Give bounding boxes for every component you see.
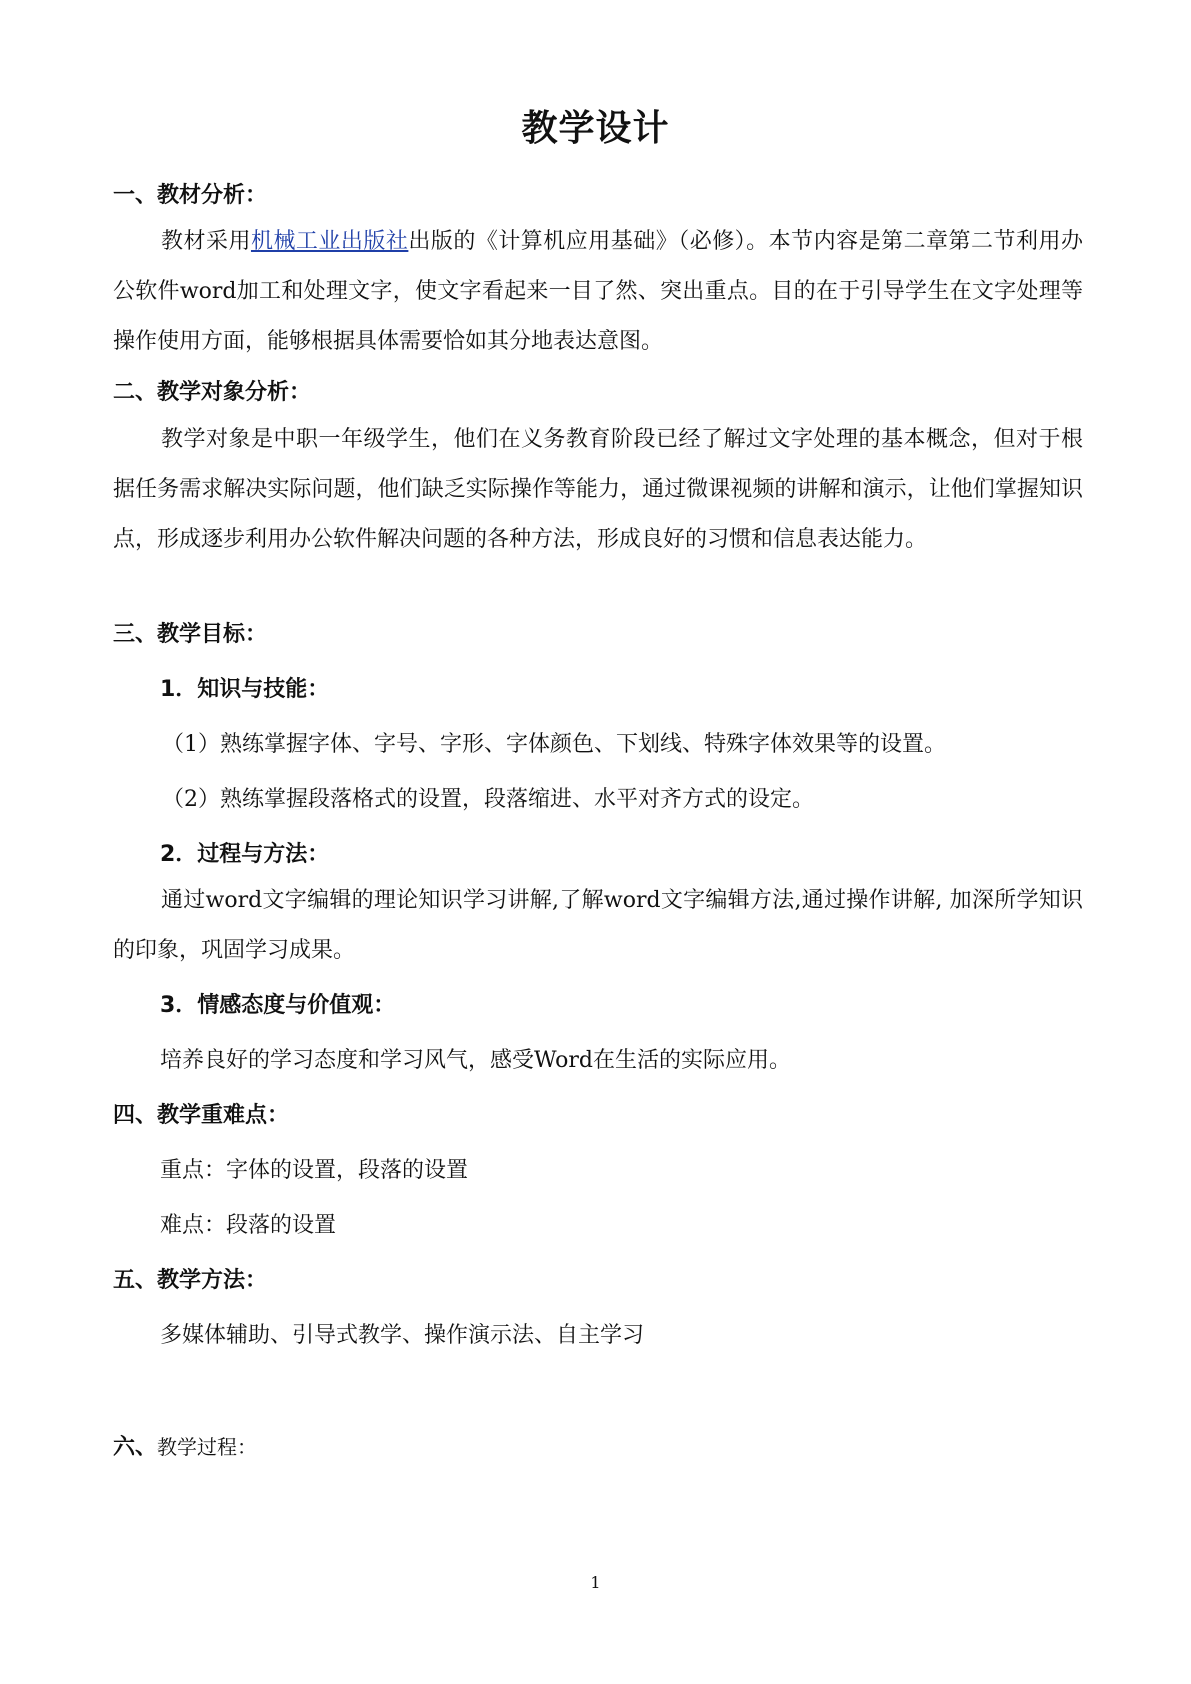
section-heading-key-difficult-points: 四、教学重难点： [113,1103,290,1128]
objective-knowledge-skills-heading: 1．知识与技能： [160,677,330,702]
learner-analysis-paragraph: 教学对象是中职一年级学生，他们在义务教育阶段已经了解过文字处理的基本概念，但对于根据任务需求解决实际问题，他们缺乏实际操作等能力，通过微课视频的讲解和演示，让他们掌握知识点，形成逐步利用办公软件解决问题的各种方法，形成良好的习惯和信息表达能力。 [113,427,1083,552]
section-heading-teaching-process [113,1430,257,1461]
teaching-methods-text: 多媒体辅助、引导式教学、操作演示法、自主学习 [160,1323,645,1348]
textbook-analysis-body: 出版的《计算机应用基础》（必修）。本节内容是第二章第二节利用办公软件word加工和处理文字，使文字看起来一目了然、突出重点。目的在于引导学生在文字处理等操作使用方面，能够根据具体需要恰如其分地表达意图。 [113,229,1083,354]
difficult-point-text: 难点：段落的设置 [160,1213,337,1238]
section-heading-textbook-analysis: 一、教材分析： [113,183,268,208]
section-heading-learner-analysis: 二、教学对象分析： [113,380,312,405]
textbook-analysis-prefix: 教材采用 [161,229,251,254]
objective-item-2: （2）熟练掌握段落格式的设置，段落缩进、水平对齐方式的设定。 [162,787,814,812]
publisher-link[interactable]: 机械工业出版社 [250,229,409,254]
page-number: 1 [590,1573,601,1592]
objective-attitude-values-heading: 3．情感态度与价值观： [160,993,396,1018]
teaching-process-number: 六、 [113,1435,158,1460]
process-method-paragraph: 通过word文字编辑的理论知识学习讲解,了解word文字编辑方法,通过操作讲解, 加深所学知识的印象，巩固学习成果。 [113,888,1083,963]
objective-process-method-heading: 2．过程与方法： [160,842,330,867]
teaching-process-label: 教学过程： [157,1435,258,1459]
objective-item-1: （1）熟练掌握字体、字号、字形、字体颜色、下划线、特殊字体效果等的设置。 [162,732,946,757]
key-point-text: 重点：字体的设置，段落的设置 [160,1158,469,1183]
section-heading-teaching-objectives: 三、教学目标： [113,622,268,647]
document-title: 教学设计 [521,108,670,149]
attitude-values-text: 培养良好的学习态度和学习风气，感受Word在生活的实际应用。 [160,1048,791,1073]
textbook-analysis-paragraph [113,217,1083,367]
section-heading-teaching-methods: 五、教学方法： [113,1268,268,1293]
